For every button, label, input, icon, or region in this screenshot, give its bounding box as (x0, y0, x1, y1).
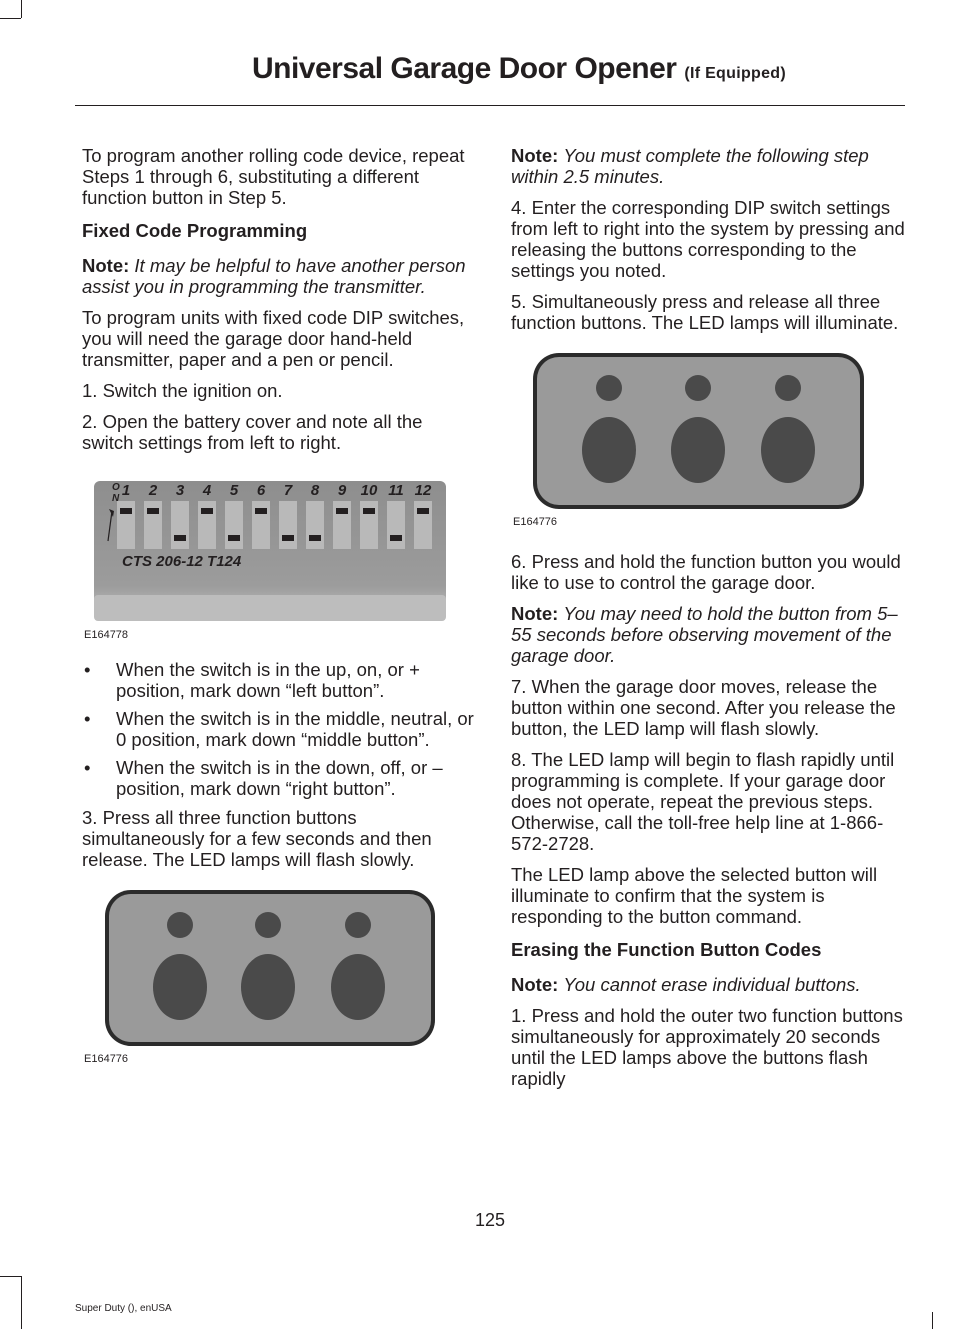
list-item (82, 708, 477, 750)
step-4: 4. Enter the corresponding DIP switch settings from left to right into the system by pressing and releasing the buttons corresponding to the settings you noted. (511, 197, 905, 281)
dip-switch-number: 5 (229, 482, 239, 499)
dip-switch-illustration (82, 477, 477, 627)
note-label: Note: (82, 255, 130, 276)
function-buttons-figure (511, 351, 906, 551)
dip-part-label: CTS 206-12 T124 (122, 553, 242, 570)
dip-switch-slot (306, 501, 324, 549)
note-label: Note: (511, 603, 559, 624)
function-button (241, 954, 295, 1020)
dip-switch-number: 4 (202, 482, 212, 499)
dip-switch-knob (417, 508, 429, 514)
dip-switch-number: 3 (175, 482, 185, 499)
function-buttons-figure (82, 888, 477, 1068)
led-paragraph: The LED lamp above the selected button will illuminate to confirm that the system is responding to the button command. (511, 864, 878, 927)
function-button (331, 954, 385, 1020)
dip-switch-number: 2 (148, 482, 158, 499)
crop-mark (0, 1276, 21, 1277)
crop-mark (21, 0, 22, 18)
function-button (671, 417, 725, 483)
bullet-symbol: • (84, 659, 91, 680)
dip-body-bevel (94, 595, 446, 621)
footer-text: Super Duty (), enUSA (75, 1303, 172, 1314)
switch-position-list (82, 659, 477, 799)
dip-switch-knob (336, 508, 348, 514)
dip-switch-knob (228, 535, 240, 541)
dip-switch-number: 11 (388, 482, 404, 499)
function-button (582, 417, 636, 483)
note-text: You may need to hold the button from 5–55 seconds before observing movement of the garage door. (511, 603, 898, 666)
note-text: You cannot erase individual buttons. (563, 974, 861, 995)
led-lamp (345, 912, 371, 938)
dip-switch-knob (390, 535, 402, 541)
list-item (82, 659, 477, 701)
crop-mark (0, 18, 21, 19)
function-button (153, 954, 207, 1020)
erase-step-1: 1. Press and hold the outer two function buttons simultaneously for approximately 20 seconds until the LED lamps above the buttons flash rapidly (511, 1005, 903, 1089)
page-title (60, 52, 786, 86)
right-column (511, 145, 906, 1099)
dip-switch-number: 10 (360, 482, 378, 499)
dip-switch-knob (282, 535, 294, 541)
led-lamp (685, 375, 711, 401)
dip-switch-knob (147, 508, 159, 514)
intro-paragraph: To program another rolling code device, repeat Steps 1 through 6, substituting a different function button in Step 5. (82, 145, 465, 208)
heading-erasing-codes: Erasing the Function Button Codes (511, 939, 822, 960)
note-paragraph (511, 974, 906, 995)
note-text: It may be helpful to have another person assist you in programming the transmitter. (82, 255, 466, 297)
dip-switch-slot (225, 501, 243, 549)
list-item-text: When the switch is in the up, on, or + position, mark down “left button”. (116, 659, 420, 701)
function-buttons-illustration (511, 351, 906, 511)
dip-switch-number: 7 (283, 482, 293, 499)
left-column (82, 145, 477, 1068)
step-8: 8. The LED lamp will begin to flash rapidly until programming is complete. If your garage door does not operate, repeat the previous steps. Otherwise, call the toll-free help line at 1-866-572-2728. (511, 749, 895, 854)
led-lamp (167, 912, 193, 938)
step-2: 2. Open the battery cover and note all the switch settings from left to right. (82, 411, 423, 453)
dip-switch-knob (201, 508, 213, 514)
step-3: 3. Press all three function buttons simultaneously for a few seconds and then release. The LED lamps will flash slowly. (82, 807, 432, 870)
note-label: Note: (511, 145, 559, 166)
dip-switch-knob (174, 535, 186, 541)
heading-fixed-code: Fixed Code Programming (82, 220, 308, 241)
dip-switch-number: 12 (414, 482, 432, 499)
function-button (761, 417, 815, 483)
dip-switch-knob (363, 508, 375, 514)
figure-code: E164776 (513, 516, 558, 528)
note-paragraph (511, 145, 906, 187)
step-1: 1. Switch the ignition on. (82, 380, 283, 401)
units-paragraph: To program units with fixed code DIP switches, you will need the garage door hand-held transmitter, paper and a pen or pencil. (82, 307, 465, 370)
note-paragraph (82, 255, 477, 297)
step-6: 6. Press and hold the function button you would like to use to control the garage door. (511, 551, 901, 593)
crop-mark (932, 1312, 933, 1329)
dip-switch-number: 1 (121, 482, 131, 499)
note-text: You must complete the following step within 2.5 minutes. (511, 145, 869, 187)
list-item (82, 757, 477, 799)
note-paragraph (511, 603, 906, 666)
title-divider (75, 105, 905, 106)
note-label: Note: (511, 974, 559, 995)
page-number: 125 (474, 1210, 506, 1230)
step-5: 5. Simultaneously press and release all three function buttons. The LED lamps will illuminate. (511, 291, 899, 333)
led-lamp (255, 912, 281, 938)
dip-switch-slot (279, 501, 297, 549)
step-7: 7. When the garage door moves, release the button within one second. After you release the button, the LED lamp will flash slowly. (511, 676, 896, 739)
function-buttons-illustration (82, 888, 477, 1048)
dip-switch-knob (255, 508, 267, 514)
page-title-main: Universal Garage Door Opener (251, 52, 677, 85)
dip-switch-slot (171, 501, 189, 549)
page-title-subtitle: (If Equipped) (684, 65, 786, 82)
dip-switch-number: 6 (256, 482, 266, 499)
dip-switch-slot (387, 501, 405, 549)
led-lamp (775, 375, 801, 401)
figure-code: E164778 (84, 629, 129, 641)
led-lamp (596, 375, 622, 401)
dip-switch-knob (120, 508, 132, 514)
dip-on-label: O (112, 482, 120, 493)
dip-switch-number: 8 (310, 482, 320, 499)
list-item-text: When the switch is in the down, off, or – position, mark down “right button”. (116, 757, 443, 799)
dip-switch-figure (82, 477, 477, 649)
dip-switch-knob (309, 535, 321, 541)
bullet-symbol: • (84, 708, 91, 729)
dip-switch-number: 9 (337, 482, 347, 499)
crop-mark (21, 1276, 22, 1329)
figure-code: E164776 (84, 1053, 129, 1065)
dip-on-label: N (112, 493, 120, 504)
list-item-text: When the switch is in the middle, neutral, or 0 position, mark down “middle button”. (116, 708, 474, 750)
bullet-symbol: • (84, 757, 91, 778)
